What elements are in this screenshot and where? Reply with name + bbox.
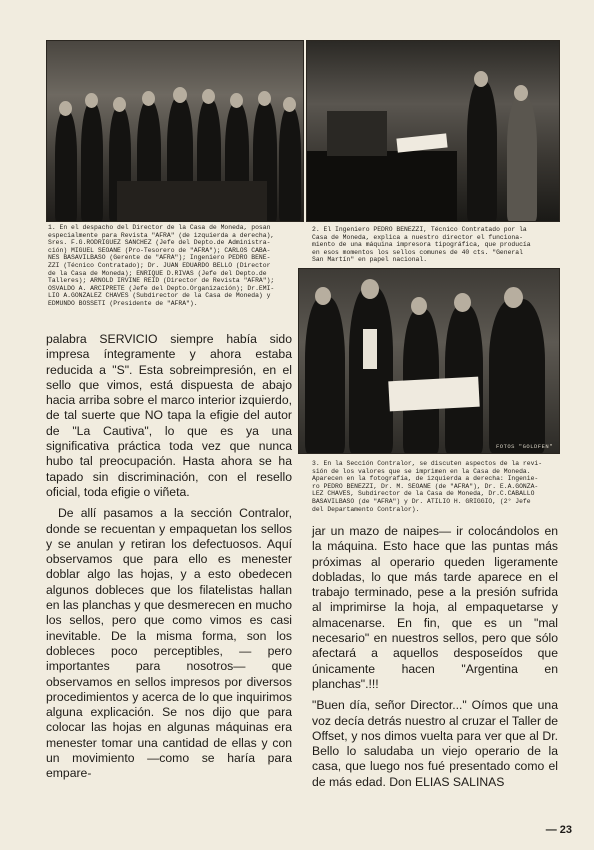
- face: [142, 91, 155, 106]
- shirt: [363, 329, 377, 369]
- article-column-left: [46, 332, 292, 788]
- article-column-right: [312, 524, 558, 796]
- paragraph: De allí pasamos a la sección Contralor, donde se recuentan y empaquetan los sellos y se anulan y retiran los defectuosos. Aquí observamos que para ello es menester doblar algo las hojas, y a esto obedecen algunos dobleces que los filatelistas hallan en las planchas y que desmerecen en mucho los sellos, pero que como vimos es casi inevitable. De la misma forma, son los dobleces poco perceptibles, — pero importantes para nosotros— que observamos en sellos impresos por diversos procedimientos y acerca de lo que inquirimos alguna explicación. Se nos dijo que para colocar las hojas en algunas máquinas era menester tomar una cantidad de ellas y con un movimiento —como se haría para empare-: [46, 506, 292, 781]
- face: [59, 101, 72, 116]
- person-figure: [349, 287, 393, 453]
- face: [202, 89, 215, 104]
- person-figure: [467, 81, 497, 221]
- paper-sheet: [396, 133, 447, 152]
- press-photo: [306, 40, 560, 222]
- face: [361, 279, 379, 299]
- paragraph: jar un mazo de naipes— ir colocándolos en la máquina. Esto hace que las puntas más próximas al operario queden ligeramente dobladas, lo que más tarde aparece en el trabajo terminado, pese a la presión sufrida al imprimirse la hoja, al empaquetarse y almacenarse. En fin, que es un "mal necesario" en nuestros sellos, pero que sólo afectará a aquellos desposeídos que únicamente hacen "Argentina en planchas".!!!: [312, 524, 558, 691]
- person-figure: [507, 96, 537, 221]
- face: [173, 87, 187, 103]
- face: [113, 97, 126, 112]
- paragraph: "Buen día, señor Director..." Oímos que una voz decía detrás nuestro al cruzar el Taller de Offset, y nos dimos vuelta para ver que al Dr. Bello lo saludaba un viejo operario de la casa, que luego nos fué presentado como el de más edad. Don ELIAS SALINAS: [312, 698, 558, 789]
- desk: [117, 181, 267, 221]
- person-figure: [489, 299, 545, 453]
- face: [474, 71, 488, 87]
- page-number: — 23: [545, 824, 572, 836]
- person-figure: [81, 103, 103, 221]
- office-photo: [46, 40, 304, 222]
- printing-press: [307, 151, 457, 221]
- face: [283, 97, 296, 112]
- person-figure: [55, 111, 77, 221]
- face: [514, 85, 528, 101]
- person-figure: [305, 297, 345, 453]
- contralor-photo: [298, 268, 560, 454]
- stamp-sheet: [388, 377, 479, 412]
- contralor-photo-caption: 3. En la Sección Contralor, se discuten aspectos de la revi- sión de los valores que se imprimen en la Casa de Moneda. Aparecen en la fotografía, de izquierda a derecha: Ingenie- ro PEDRO BENEZZI, Dr. M. SEOANE (de "AFRA"), Dr. E.A.GONZA- LEZ CHAVES, Subdirector de la Casa de Moneda, Dr.C.CABALLO BASAVILBASO (de "AFRA") y Dr. ATILIO H. GRIGGIO, (2° Jefe del Departamento Contralor).: [312, 460, 543, 513]
- person-figure: [279, 107, 301, 221]
- press-photo-caption: 2. El Ingeniero PEDRO BENEZZI, Técnico Contratado por la Casa de Moneda, explica a nuestro director el funciona- miento de una máquina impresora tipográfica, que producía en esos momentos los sellos comunes de 40 cts. "General San Martín" en papel nacional.: [312, 226, 531, 264]
- paragraph: palabra SERVICIO siempre había sido impresa íntegramente y ahora estaba reducida a "S". Esta sobreimpresión, en el sello que vimos, está dispuesta de abajo hacia arriba sobre el marco interior izquierdo, de tal suerte que NO tapa la efigie del autor de "La Cautiva", lo que es ya una significativa práctica toda vez que nunca hubo tal preocupación. Hasta ahora se ha tapado sin discriminación, con el resello oficial, toda efigie o viñeta.: [46, 332, 292, 499]
- face: [230, 93, 243, 108]
- press-rollers: [327, 111, 387, 156]
- face: [315, 287, 331, 305]
- photo-credit: FOTOS "GOLDFEN": [495, 443, 553, 450]
- office-photo-caption: 1. En el despacho del Director de la Casa de Moneda, posan especialmente para Revista "AFRA" (de izquierda a derecha), Sres. F.G.RODRIGUEZ SANCHEZ (Jefe del Depto.de Administra- ción) MIGUEL SEOANE (Pro-Tesorero de "AFRA"); CARLOS CABA- NES BASAVILBASO (Gerente de "AFRA"); Ingeniero PEDRO BENE- ZZI (Técnico Contratado); Dr. JUAN EDUARDO BELLO (Director de la Casa de Moneda); ENRIQUE D.RIVAS (Jefe del Depto.de Talleres); ARNOLD IRVINE REID (Director de Revista "AFRA"); OSVALDO A. ARCIPRETE (Jefe del Depto.Organización); Dr.EMI- LIO A.GONZALEZ CHAVES (Subdirector de la Casa de Moneda) y EDMUNDO BOSSETI (Presidente de "AFRA").: [48, 224, 275, 307]
- face: [454, 293, 471, 312]
- face: [411, 297, 427, 315]
- face: [85, 93, 98, 108]
- face: [258, 91, 271, 106]
- face: [504, 287, 523, 308]
